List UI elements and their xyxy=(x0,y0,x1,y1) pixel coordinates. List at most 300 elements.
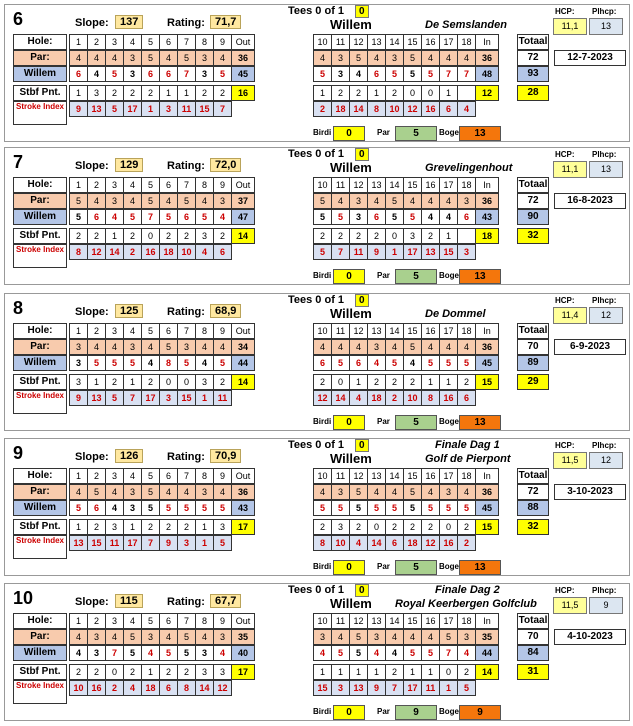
si-cell: 16 xyxy=(142,245,160,260)
score-cell: 6 xyxy=(160,67,178,82)
si-cell: 15 xyxy=(88,536,106,551)
plhcp-label: Plhcp: xyxy=(592,7,617,16)
hole-cell: 4 xyxy=(124,614,142,629)
stbf-cell: 2 xyxy=(458,665,476,680)
hole-cell: 3 xyxy=(106,178,124,193)
birdie-label: Birdi xyxy=(313,417,332,426)
stbf-cell: 2 xyxy=(106,86,124,101)
tees-label: Tees 0 of 1 xyxy=(288,294,345,306)
par-count-label: Par xyxy=(377,562,390,571)
stroke-index-label: Stroke Index xyxy=(13,101,67,125)
birdie-count: 0 xyxy=(333,269,365,284)
par-cell-total: 35 xyxy=(476,630,499,645)
score-cell: 5 xyxy=(458,356,476,371)
hole-cell: 14 xyxy=(386,178,404,193)
hole-cell: 2 xyxy=(88,324,106,339)
score-cell: 6 xyxy=(368,210,386,225)
par-cell: 3 xyxy=(368,340,386,355)
si-cell: 7 xyxy=(124,391,142,406)
si-cell: 4 xyxy=(350,536,368,551)
si-cell: 3 xyxy=(332,681,350,696)
si-cell: 9 xyxy=(160,536,178,551)
stbf-cell: 1 xyxy=(368,665,386,680)
score-cell: 5 xyxy=(332,210,350,225)
hole-cell: 16 xyxy=(422,469,440,484)
hole-cell: 17 xyxy=(440,178,458,193)
stbf-cell: 2 xyxy=(70,229,88,244)
stbf-cell-total: 14 xyxy=(476,665,499,680)
par-count-label: Par xyxy=(377,417,390,426)
stbf-cell: 0 xyxy=(106,665,124,680)
hole-cell: 7 xyxy=(178,469,196,484)
back-si-row xyxy=(313,390,476,406)
stbf-cell: 2 xyxy=(314,229,332,244)
si-cell: 1 xyxy=(196,391,214,406)
tees-label: Tees 0 of 1 xyxy=(288,5,345,17)
stbf-cell: 2 xyxy=(422,520,440,535)
score-cell: 5 xyxy=(106,67,124,82)
back-score-row xyxy=(313,355,499,371)
stbf-cell: 2 xyxy=(214,229,232,244)
rating-value: 67,7 xyxy=(210,594,241,608)
si-cell: 6 xyxy=(214,245,232,260)
par-cell: 4 xyxy=(386,485,404,500)
stbf-cell: 1 xyxy=(422,665,440,680)
hole-cell: 18 xyxy=(458,35,476,50)
slope-value: 137 xyxy=(115,15,143,29)
date: 12-7-2023 xyxy=(554,50,626,66)
hole-cell: 11 xyxy=(332,614,350,629)
par-cell: 3 xyxy=(314,630,332,645)
par-cell: 5 xyxy=(124,630,142,645)
stbf-cell: 2 xyxy=(386,375,404,390)
course-name: Grevelingenhout xyxy=(425,162,513,174)
par-cell: 3 xyxy=(440,485,458,500)
par-label: Par: xyxy=(13,193,67,209)
back-holes-row xyxy=(313,323,499,339)
hole-cell: 6 xyxy=(160,614,178,629)
back-par-row xyxy=(313,484,499,500)
plhcp-label: Plhcp: xyxy=(592,441,617,450)
si-cell: 7 xyxy=(214,102,232,117)
si-cell: 10 xyxy=(386,102,404,117)
score-cell: 5 xyxy=(160,501,178,516)
score-cell: 4 xyxy=(214,646,232,661)
front-si-row xyxy=(69,244,232,260)
hole-cell: 1 xyxy=(70,324,88,339)
hole-cell: 1 xyxy=(70,614,88,629)
stbf-cell: 2 xyxy=(160,665,178,680)
score-cell: 4 xyxy=(440,210,458,225)
slope-value: 129 xyxy=(115,158,143,172)
slope-label: Slope: xyxy=(75,17,109,29)
stbf-cell-total: 14 xyxy=(232,375,255,390)
stbf-cell: 2 xyxy=(160,520,178,535)
si-cell: 13 xyxy=(88,391,106,406)
stbf-cell: 1 xyxy=(350,375,368,390)
bogey-count: 9 xyxy=(459,705,501,720)
si-cell: 17 xyxy=(404,681,422,696)
score-cell: 3 xyxy=(196,67,214,82)
score-cell: 5 xyxy=(178,501,196,516)
par-cell: 4 xyxy=(88,194,106,209)
par-cell: 5 xyxy=(178,51,196,66)
score-cell: 7 xyxy=(440,646,458,661)
back-si-row xyxy=(313,101,476,117)
stbf-cell: 2 xyxy=(142,375,160,390)
hole-cell: 5 xyxy=(142,469,160,484)
hole-cell: 13 xyxy=(368,469,386,484)
par-cell: 4 xyxy=(196,630,214,645)
par-cell: 4 xyxy=(70,485,88,500)
hole-cell: 18 xyxy=(458,469,476,484)
front-stbf-row xyxy=(69,228,255,244)
back-score-row xyxy=(313,500,499,516)
si-cell: 4 xyxy=(458,102,476,117)
score-cell: 5 xyxy=(124,646,142,661)
hole-cell: 14 xyxy=(386,614,404,629)
hole-cell: 15 xyxy=(404,324,422,339)
score-cell: 4 xyxy=(458,646,476,661)
par-cell: 4 xyxy=(422,194,440,209)
score-cell: 5 xyxy=(458,501,476,516)
front-par-row xyxy=(69,339,255,355)
si-cell: 13 xyxy=(70,536,88,551)
stbf-cell xyxy=(458,229,476,244)
stbf-cell: 1 xyxy=(440,375,458,390)
score-cell: 5 xyxy=(440,501,458,516)
score-cell: 4 xyxy=(422,210,440,225)
score-cell: 5 xyxy=(214,501,232,516)
stroke-index-label: Stroke Index xyxy=(13,680,67,704)
hole-cell-total: Out xyxy=(232,469,255,484)
front-si-row xyxy=(69,101,232,117)
player-name: Willem xyxy=(330,306,372,321)
hole-cell: 17 xyxy=(440,469,458,484)
stroke-index-label: Stroke Index xyxy=(13,390,67,414)
score-cell: 4 xyxy=(368,356,386,371)
par-label: Par: xyxy=(13,50,67,66)
front-holes-row xyxy=(69,468,255,484)
score-cell: 5 xyxy=(160,646,178,661)
si-cell: 14 xyxy=(332,391,350,406)
stbf-cell: 3 xyxy=(404,229,422,244)
score-cell: 7 xyxy=(142,210,160,225)
score-cell: 7 xyxy=(440,67,458,82)
bogey-label: Boge xyxy=(439,271,459,280)
par-cell: 3 xyxy=(106,194,124,209)
par-cell: 4 xyxy=(214,485,232,500)
stbf-cell: 3 xyxy=(214,665,232,680)
score-cell: 4 xyxy=(106,210,124,225)
rating-label: Rating: xyxy=(167,17,205,29)
par-cell: 4 xyxy=(458,485,476,500)
score-cell: 6 xyxy=(458,210,476,225)
par-total: 70 xyxy=(517,629,549,645)
plhcp-value: 13 xyxy=(589,18,623,35)
stbf-cell: 0 xyxy=(160,375,178,390)
si-cell: 10 xyxy=(332,536,350,551)
par-cell: 4 xyxy=(160,630,178,645)
slope-label: Slope: xyxy=(75,160,109,172)
front-score-row xyxy=(69,209,255,225)
par-cell: 3 xyxy=(332,51,350,66)
score-cell-total: 47 xyxy=(232,210,255,225)
front-score-row xyxy=(69,645,255,661)
score-cell-total: 45 xyxy=(476,356,499,371)
par-cell: 4 xyxy=(404,630,422,645)
score-cell: 6 xyxy=(368,67,386,82)
hole-cell: 14 xyxy=(386,324,404,339)
front-stbf-row xyxy=(69,664,255,680)
stbf-cell: 1 xyxy=(368,86,386,101)
stbf-cell: 1 xyxy=(106,229,124,244)
front-par-row xyxy=(69,629,255,645)
si-cell: 9 xyxy=(70,102,88,117)
stbf-cell: 1 xyxy=(422,375,440,390)
si-cell: 4 xyxy=(196,245,214,260)
score-cell: 4 xyxy=(106,501,124,516)
si-cell: 16 xyxy=(440,391,458,406)
bogey-label: Boge xyxy=(439,562,459,571)
score-cell: 5 xyxy=(178,646,196,661)
score-cell: 6 xyxy=(350,356,368,371)
si-cell: 14 xyxy=(368,536,386,551)
si-cell: 7 xyxy=(142,536,160,551)
score-cell: 5 xyxy=(404,501,422,516)
par-cell: 4 xyxy=(88,51,106,66)
si-cell: 14 xyxy=(350,102,368,117)
slope-value: 115 xyxy=(115,594,143,608)
par-cell: 4 xyxy=(368,194,386,209)
tees-label: Tees 0 of 1 xyxy=(288,439,345,451)
score-cell: 5 xyxy=(332,501,350,516)
totaal-label: Totaal xyxy=(517,177,549,193)
par-cell: 4 xyxy=(214,51,232,66)
hole-cell: 7 xyxy=(178,35,196,50)
stbf-cell: 1 xyxy=(440,86,458,101)
stbf-cell: 2 xyxy=(88,520,106,535)
front-stbf-row xyxy=(69,85,255,101)
score-total: 93 xyxy=(517,66,549,82)
par-count: 5 xyxy=(395,269,437,284)
score-cell: 5 xyxy=(368,501,386,516)
stbf-cell: 2 xyxy=(404,375,422,390)
score-cell-total: 45 xyxy=(476,501,499,516)
score-cell: 5 xyxy=(422,501,440,516)
player-name: Willem xyxy=(330,17,372,32)
score-total: 90 xyxy=(517,209,549,225)
stbf-cell: 2 xyxy=(314,520,332,535)
par-cell: 3 xyxy=(70,340,88,355)
score-cell: 5 xyxy=(350,501,368,516)
si-cell: 18 xyxy=(404,536,422,551)
round-card xyxy=(4,293,630,431)
bogey-count: 13 xyxy=(459,126,501,141)
stbf-cell: 2 xyxy=(368,375,386,390)
si-cell: 9 xyxy=(368,245,386,260)
stbf-cell: 1 xyxy=(160,86,178,101)
stbf-cell: 2 xyxy=(350,229,368,244)
front-holes-row xyxy=(69,323,255,339)
score-cell: 7 xyxy=(178,67,196,82)
score-cell: 4 xyxy=(214,210,232,225)
si-cell: 2 xyxy=(314,102,332,117)
score-cell: 5 xyxy=(314,501,332,516)
round-number: 10 xyxy=(13,588,34,608)
score-cell: 5 xyxy=(386,210,404,225)
par-cell: 4 xyxy=(196,194,214,209)
stbf-cell-total: 14 xyxy=(232,229,255,244)
hole-cell: 11 xyxy=(332,35,350,50)
hole-cell: 8 xyxy=(196,469,214,484)
par-cell: 5 xyxy=(350,51,368,66)
stbf-cell: 0 xyxy=(440,520,458,535)
course-name: De Semslanden xyxy=(425,19,507,31)
hole-cell: 13 xyxy=(368,178,386,193)
hole-cell: 5 xyxy=(142,178,160,193)
back-holes-row xyxy=(313,468,499,484)
score-cell: 5 xyxy=(124,210,142,225)
score-total: 84 xyxy=(517,645,549,661)
score-cell: 3 xyxy=(124,67,142,82)
par-cell: 4 xyxy=(314,485,332,500)
hole-cell: 10 xyxy=(314,614,332,629)
stbf-cell: 2 xyxy=(196,86,214,101)
par-total: 72 xyxy=(517,193,549,209)
par-cell: 4 xyxy=(386,340,404,355)
score-cell: 5 xyxy=(332,356,350,371)
stbf-cell: 2 xyxy=(386,520,404,535)
hole-cell: 5 xyxy=(142,324,160,339)
hole-cell: 9 xyxy=(214,614,232,629)
back-score-row xyxy=(313,66,499,82)
si-cell: 8 xyxy=(422,391,440,406)
hole-cell: 13 xyxy=(368,614,386,629)
si-cell: 5 xyxy=(214,536,232,551)
hole-cell: 16 xyxy=(422,178,440,193)
score-cell: 5 xyxy=(404,646,422,661)
hole-cell: 2 xyxy=(88,614,106,629)
par-cell: 4 xyxy=(70,51,88,66)
hcp-label: HCP: xyxy=(555,586,575,595)
score-cell: 4 xyxy=(350,67,368,82)
round-card xyxy=(4,4,630,142)
back-stbf-row xyxy=(313,374,499,390)
hcp-value: 11,5 xyxy=(553,452,587,469)
rating-value: 70,9 xyxy=(210,449,241,463)
stbf-cell: 1 xyxy=(350,665,368,680)
stbf-cell xyxy=(458,86,476,101)
hcp-label: HCP: xyxy=(555,150,575,159)
par-cell: 4 xyxy=(368,51,386,66)
stbf-cell: 0 xyxy=(178,375,196,390)
hole-cell: 7 xyxy=(178,614,196,629)
stbf-cell: 2 xyxy=(124,229,142,244)
par-cell: 4 xyxy=(88,340,106,355)
si-cell: 5 xyxy=(314,245,332,260)
hole-cell: 3 xyxy=(106,469,124,484)
player-row-label: Willem xyxy=(13,355,67,371)
event-name: Finale Dag 2 xyxy=(435,584,500,596)
tees-label: Tees 0 of 1 xyxy=(288,148,345,160)
par-count: 9 xyxy=(395,705,437,720)
score-cell: 5 xyxy=(422,646,440,661)
date: 3-10-2023 xyxy=(554,484,626,500)
stbf-cell: 1 xyxy=(178,86,196,101)
score-cell: 6 xyxy=(88,210,106,225)
par-cell: 5 xyxy=(386,194,404,209)
hole-cell: 9 xyxy=(214,469,232,484)
score-cell: 5 xyxy=(404,67,422,82)
stbf-cell: 3 xyxy=(332,520,350,535)
hole-cell: 9 xyxy=(214,324,232,339)
par-cell: 5 xyxy=(178,194,196,209)
stroke-index-label: Stroke Index xyxy=(13,244,67,268)
si-cell: 4 xyxy=(350,391,368,406)
hole-cell: 10 xyxy=(314,178,332,193)
si-cell: 4 xyxy=(124,681,142,696)
plhcp-label: Plhcp: xyxy=(592,296,617,305)
par-cell: 4 xyxy=(440,194,458,209)
par-cell: 3 xyxy=(124,485,142,500)
rating-label: Rating: xyxy=(167,451,205,463)
score-cell: 5 xyxy=(178,356,196,371)
par-cell: 4 xyxy=(332,194,350,209)
back-par-row xyxy=(313,339,499,355)
stbf-cell: 2 xyxy=(88,229,106,244)
par-label: Par: xyxy=(13,484,67,500)
si-cell: 7 xyxy=(386,681,404,696)
si-cell: 15 xyxy=(196,102,214,117)
rating-value: 68,9 xyxy=(210,304,241,318)
si-cell: 9 xyxy=(70,391,88,406)
par-cell: 3 xyxy=(142,630,160,645)
bogey-count: 13 xyxy=(459,560,501,575)
par-total: 70 xyxy=(517,339,549,355)
score-cell: 5 xyxy=(196,501,214,516)
stbf-cell: 2 xyxy=(350,86,368,101)
si-cell: 8 xyxy=(368,102,386,117)
hole-cell: 1 xyxy=(70,35,88,50)
rating-label: Rating: xyxy=(167,306,205,318)
back-stbf-row xyxy=(313,228,499,244)
rating-value: 72,0 xyxy=(210,158,241,172)
si-cell: 12 xyxy=(214,681,232,696)
stbf-total: 32 xyxy=(517,519,549,535)
hole-cell: 8 xyxy=(196,614,214,629)
par-cell: 4 xyxy=(332,340,350,355)
par-cell: 3 xyxy=(196,485,214,500)
si-cell: 15 xyxy=(178,391,196,406)
par-cell: 4 xyxy=(440,340,458,355)
stbf-cell: 2 xyxy=(458,520,476,535)
si-cell: 13 xyxy=(88,102,106,117)
date: 16-8-2023 xyxy=(554,193,626,209)
si-cell: 17 xyxy=(404,245,422,260)
hole-cell: 11 xyxy=(332,324,350,339)
par-cell: 3 xyxy=(124,51,142,66)
score-cell: 4 xyxy=(386,646,404,661)
par-cell: 3 xyxy=(214,194,232,209)
si-cell: 16 xyxy=(440,536,458,551)
tees-value: 0 xyxy=(355,294,369,307)
totaal-label: Totaal xyxy=(517,323,549,339)
score-cell-total: 45 xyxy=(232,67,255,82)
round-card xyxy=(4,583,630,721)
par-label: Par: xyxy=(13,339,67,355)
stbf-cell: 1 xyxy=(314,665,332,680)
